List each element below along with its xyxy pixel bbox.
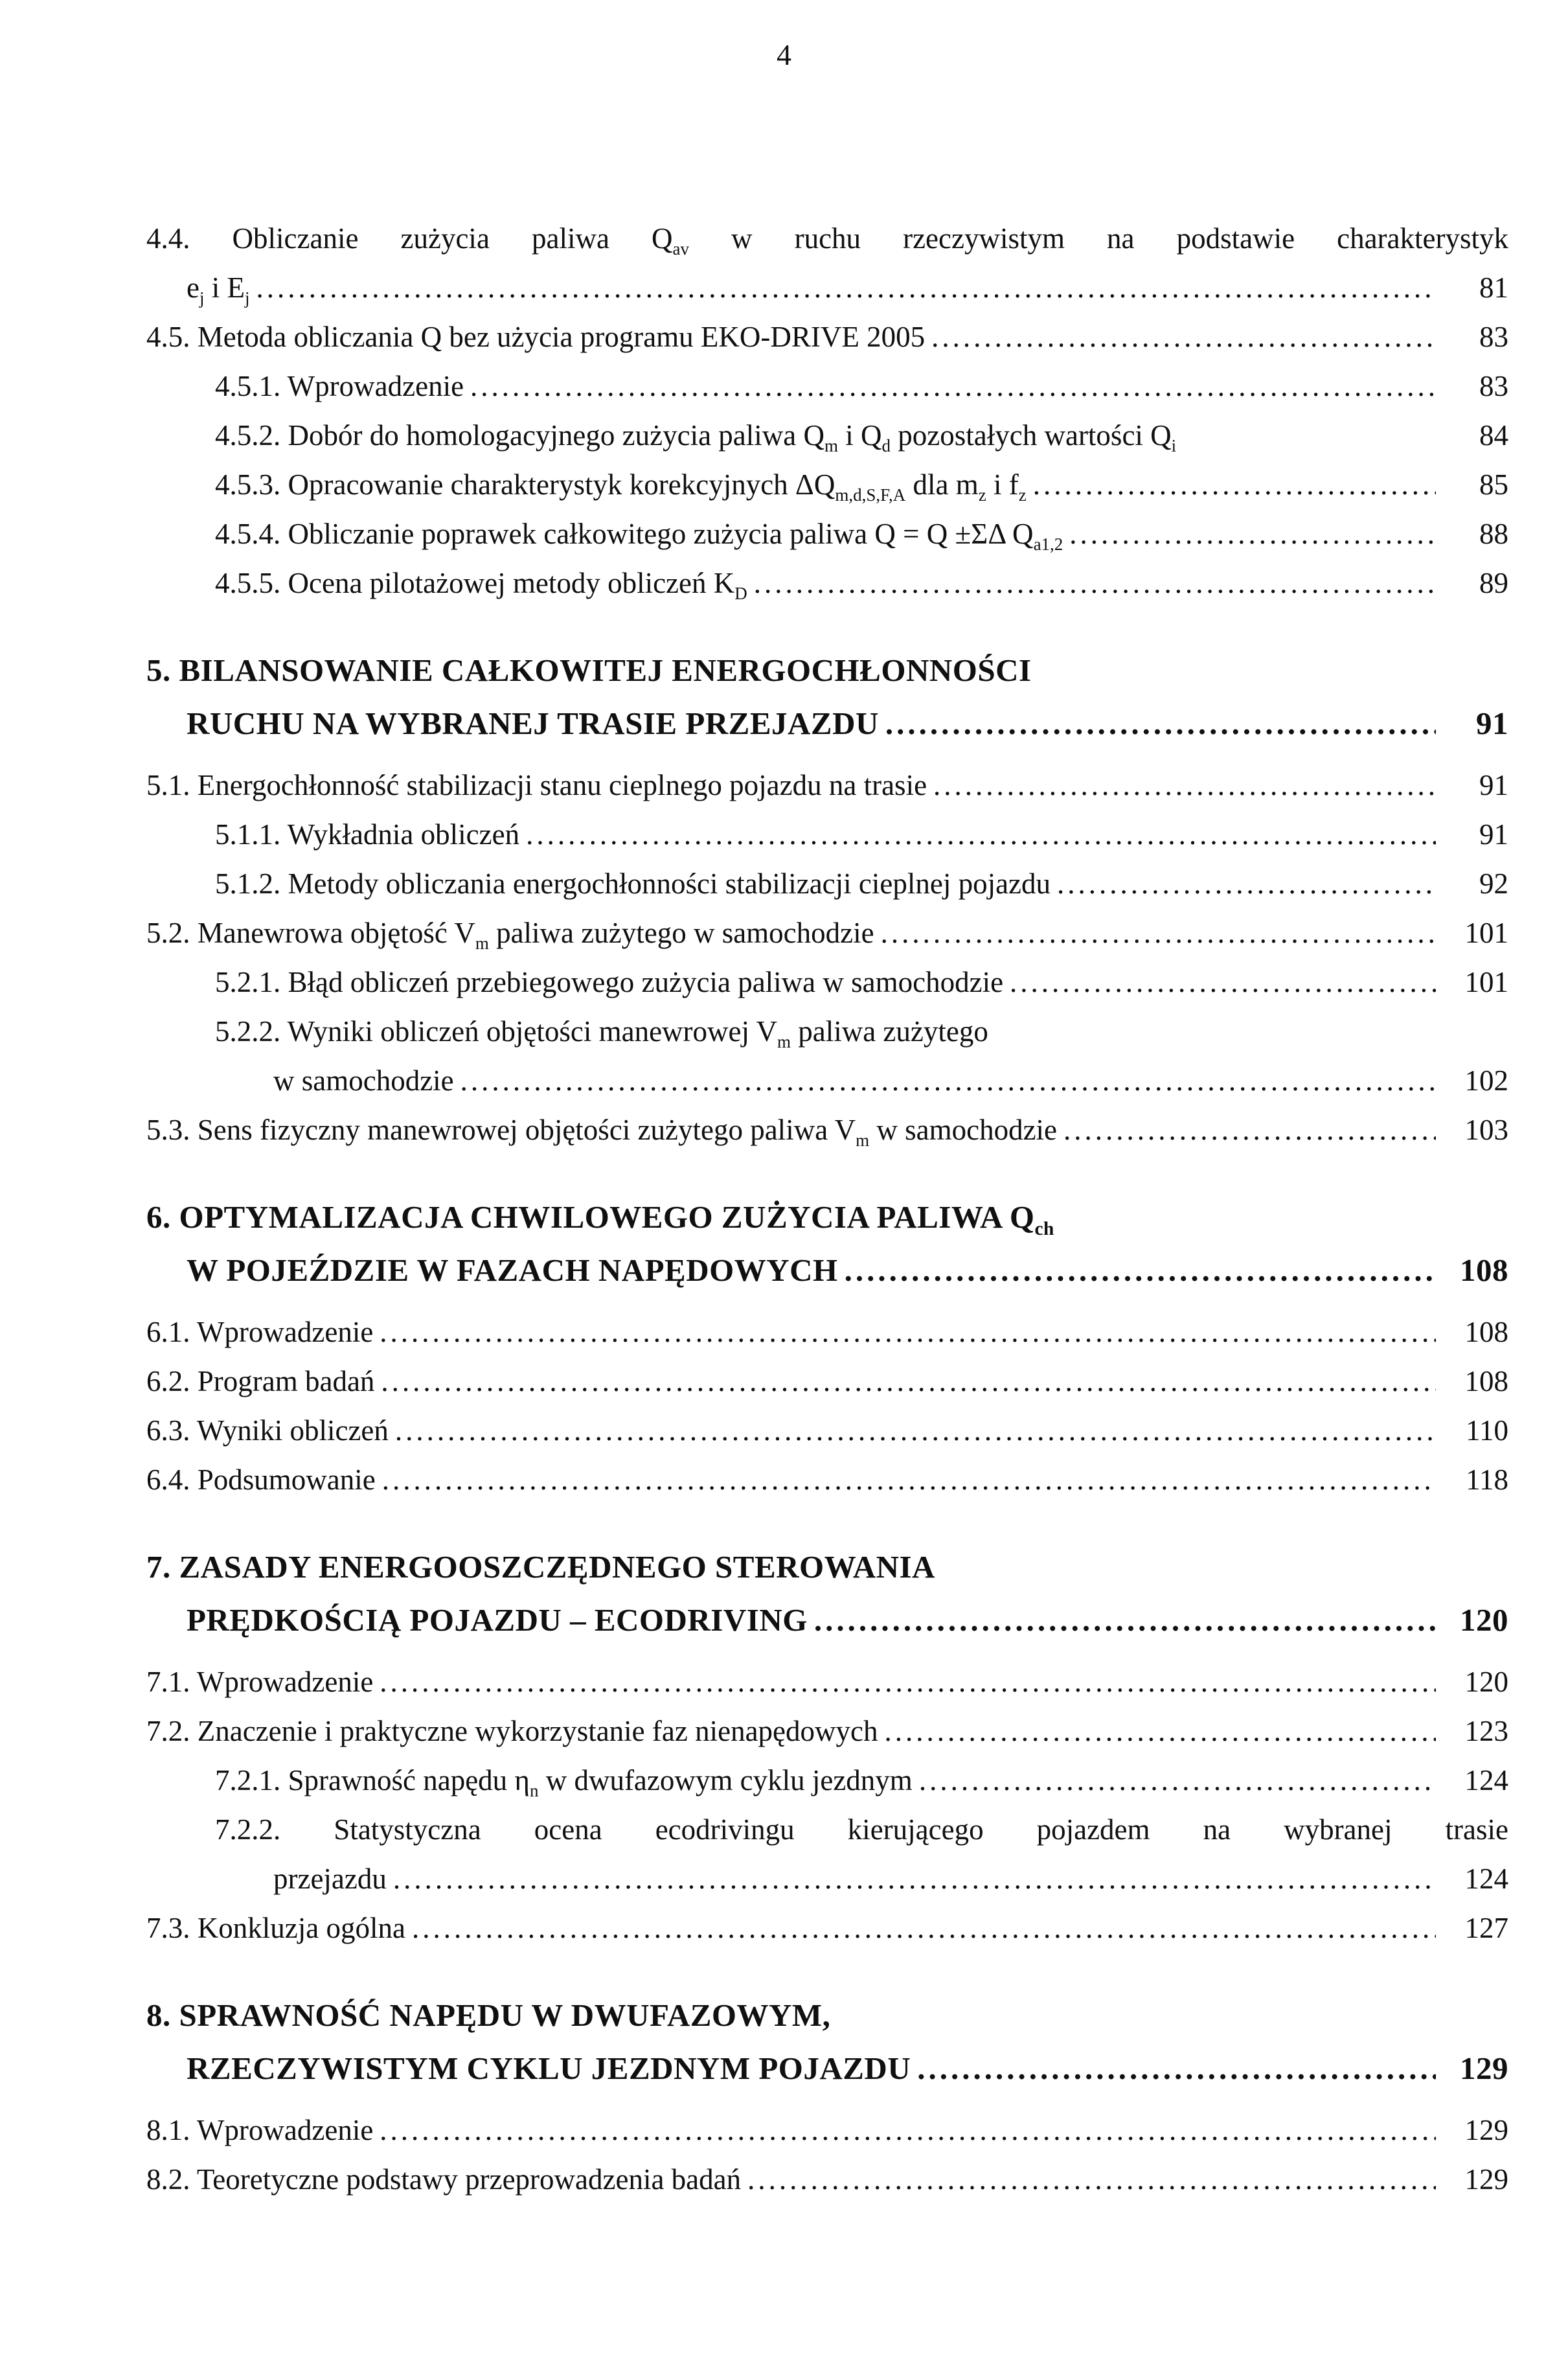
toc-entry-text: 6.3. Wyniki obliczeń: [146, 1414, 389, 1447]
dot-leader: [526, 810, 1436, 859]
toc-page-number: 129: [1460, 2050, 1508, 2086]
toc-chapter-heading-line: [146, 644, 1508, 697]
toc-page-number: 81: [1479, 271, 1508, 304]
toc-chapter-heading-line: [146, 1594, 1508, 1647]
dot-leader: [395, 1406, 1436, 1455]
toc-entry-line: [146, 1657, 1508, 1706]
subscript: z: [1018, 485, 1027, 505]
toc-entry-line: [146, 908, 1508, 958]
toc-entry-text: 5.2.1. Błąd obliczeń przebiegowego zużycia paliwa w samochodzie: [215, 966, 1004, 998]
toc-page-number: 108: [1464, 1365, 1508, 1397]
toc-page-number: 108: [1460, 1252, 1508, 1288]
toc-entry-line: [146, 263, 1508, 312]
toc-entry-text: 7.2.1. Sprawność napędu $\eta_n$ w dwufazowym cyklu jezdnym: [215, 1764, 913, 1800]
toc-entry-line: [146, 1307, 1508, 1357]
dot-leader: [931, 312, 1436, 361]
toc-page-number: 91: [1479, 769, 1508, 801]
toc-entry-line: [146, 1056, 1508, 1105]
toc-page-number: 120: [1460, 1602, 1508, 1638]
subscript: a1,2: [1033, 534, 1063, 554]
dot-leader: [381, 1357, 1436, 1406]
toc-entry-text: 5.2.2. Wyniki obliczeń objętości manewrowej $V_m$ paliwa zużytego: [215, 1015, 988, 1051]
toc-page-number: 123: [1464, 1715, 1508, 1747]
toc-page-number: 108: [1464, 1316, 1508, 1348]
toc-page-number: 120: [1464, 1666, 1508, 1698]
dot-leader: [1010, 958, 1436, 1007]
toc-page-number: 92: [1479, 867, 1508, 900]
toc-list: [146, 214, 1508, 2204]
toc-entry-line: [146, 2106, 1508, 2155]
dot-leader: [885, 697, 1436, 750]
toc-entry-line: [146, 361, 1508, 411]
toc-page-number: 91: [1479, 818, 1508, 851]
toc-entry-text: 4.5.1. Wprowadzenie: [215, 370, 464, 402]
subscript: av: [672, 239, 689, 258]
subscript: m: [856, 1130, 870, 1150]
dot-leader: [884, 1706, 1436, 1756]
dot-leader: [919, 1756, 1436, 1805]
toc-chapter-heading-line: [146, 2042, 1508, 2095]
toc-entry-line: [146, 312, 1508, 361]
dot-leader: [1069, 509, 1436, 558]
toc-chapter-heading-line: [146, 1191, 1508, 1244]
toc-page-number: 91: [1476, 706, 1508, 741]
toc-entry-line: [146, 558, 1508, 608]
toc-entry-text: 7.3. Konkluzja ogólna: [146, 1912, 405, 1944]
toc-entry-line: [146, 2155, 1508, 2204]
toc-entry-text: 7. ZASADY ENERGOOSZCZĘDNEGO STEROWANIA: [146, 1549, 935, 1585]
toc-page-number: 101: [1464, 966, 1508, 998]
toc-page-number: 110: [1466, 1414, 1508, 1447]
dot-leader: [1057, 859, 1436, 908]
dot-leader: [1033, 460, 1436, 509]
toc-entry-text: 4.5.3. Opracowanie charakterystyk korekcyjnych $\Delta Q_{m,d,S,F,A}$ dla $m_z$ i $f_z$: [215, 468, 1027, 505]
dot-leader: [382, 1455, 1436, 1504]
toc-entry-text: RZECZYWISTYM CYKLU JEZDNYM POJAZDU: [187, 2050, 911, 2086]
dot-leader: [380, 1657, 1436, 1706]
toc-entry-text: 5.1.1. Wykładnia obliczeń: [215, 818, 520, 851]
toc-entry-text: 6. OPTYMALIZACJA CHWILOWEGO ZUŻYCIA PALIWA $Q_{ch}$: [146, 1199, 1054, 1239]
dot-leader: [470, 361, 1436, 411]
subscript: j: [245, 288, 250, 308]
subscript: n: [529, 1781, 539, 1800]
subscript: j: [199, 288, 205, 308]
toc-entry-text: 7.2.2. Statystyczna ocena ecodrivingu kierującego pojazdem na wybranej trasie: [215, 1813, 1508, 1846]
toc-entry-text: 4.5.5. Ocena pilotażowej metody obliczeń $K_D$: [215, 567, 747, 603]
toc-entry-line: [146, 1805, 1508, 1854]
toc-entry-text: 4.5.4. Obliczanie poprawek całkowitego zużycia paliwa Q = Q ±ΣΔ $Q_{a1,2}$: [215, 518, 1063, 554]
toc-entry-text: 8.1. Wprowadzenie: [146, 2114, 374, 2146]
page-number: 4: [777, 38, 791, 71]
subscript: m,d,S,F,A: [835, 485, 906, 505]
toc-entry-line: [146, 460, 1508, 509]
toc-entry-text: 5.1.2. Metody obliczania energochłonności stabilizacji cieplnej pojazdu: [215, 867, 1051, 900]
toc-chapter-heading-line: [146, 697, 1508, 750]
toc-entry-line: [146, 1406, 1508, 1455]
dot-leader: [380, 1307, 1436, 1357]
toc-entry-text: 7.2. Znaczenie i praktyczne wykorzystanie faz nienapędowych: [146, 1715, 878, 1747]
toc-page-number: 84: [1479, 419, 1508, 452]
toc-entry-text: W POJEŹDZIE W FAZACH NAPĘDOWYCH: [187, 1252, 838, 1288]
toc-page-number: 118: [1466, 1463, 1508, 1496]
toc-page-number: 129: [1464, 2163, 1508, 2196]
dot-leader: [845, 1244, 1436, 1297]
toc-entry-text: RUCHU NA WYBRANEJ TRASIE PRZEJAZDU: [187, 706, 879, 741]
toc-page-number: 101: [1464, 917, 1508, 949]
toc-entry-line: [146, 1706, 1508, 1756]
dot-leader: [747, 2155, 1436, 2204]
toc-entry-line: [146, 1105, 1508, 1154]
toc-page-number: 88: [1479, 518, 1508, 550]
toc-entry-line: [146, 1357, 1508, 1406]
toc-entry-text: 6.1. Wprowadzenie: [146, 1316, 374, 1348]
toc-entry-text: 8. SPRAWNOŚĆ NAPĘDU W DWUFAZOWYM,: [146, 1997, 831, 2033]
toc-page-number: 89: [1479, 567, 1508, 599]
dot-leader: [917, 2042, 1436, 2095]
toc-entry-text: 5.2. Manewrowa objętość $V_m$ paliwa zużytego w samochodzie: [146, 917, 874, 953]
toc-entry-line: [146, 411, 1508, 460]
toc-page-number: 102: [1464, 1064, 1508, 1097]
dot-leader: [933, 761, 1436, 810]
toc-entry-text: 6.2. Program badań: [146, 1365, 375, 1397]
toc-entry-text: 4.5. Metoda obliczania Q bez użycia programu EKO-DRIVE 2005: [146, 321, 926, 353]
subscript: D: [734, 584, 747, 603]
dot-leader: [1063, 1105, 1436, 1154]
dot-leader: [380, 2106, 1436, 2155]
toc-entry-text: 7.1. Wprowadzenie: [146, 1666, 374, 1698]
dot-leader: [881, 908, 1436, 958]
toc-page-number: 85: [1479, 468, 1508, 501]
toc-page-number: 83: [1479, 370, 1508, 402]
toc-entry-text: 5. BILANSOWANIE CAŁKOWITEJ ENERGOCHŁONNOŚCI: [146, 652, 1032, 688]
toc-entry-text: 6.4. Podsumowanie: [146, 1463, 376, 1496]
subscript: d: [881, 436, 891, 455]
toc-entry-line: [146, 1854, 1508, 1903]
toc-chapter-heading-line: [146, 1541, 1508, 1594]
toc-page-number: 124: [1464, 1863, 1508, 1895]
subscript: m: [824, 436, 839, 455]
toc-entry-line: [146, 810, 1508, 859]
subscript: m: [475, 934, 489, 953]
toc-entry-line: [146, 1455, 1508, 1504]
toc-page-number: 83: [1479, 321, 1508, 353]
toc-entry-text: 4.5.2. Dobór do homologacyjnego zużycia paliwa $Q_m$ i $Q_d$ pozostałych wartości $Q_i$: [215, 419, 1177, 455]
dot-leader: [412, 1903, 1436, 1953]
subscript: z: [978, 485, 986, 505]
toc-entry-line: [146, 1756, 1508, 1805]
dot-leader: [256, 263, 1436, 312]
toc-entry-line: [146, 761, 1508, 810]
toc-entry-text: 4.4. Obliczanie zużycia paliwa $Q_{av}$ w ruchu rzeczywistym na podstawie charakterystyk: [146, 222, 1508, 258]
toc-entry-line: [146, 509, 1508, 558]
toc-entry-line: [146, 1903, 1508, 1953]
toc-entry-text: 5.1. Energochłonność stabilizacji stanu cieplnego pojazdu na trasie: [146, 769, 927, 801]
toc-page-number: 129: [1464, 2114, 1508, 2146]
toc-entry-text: w samochodzie: [273, 1064, 454, 1097]
dot-leader: [460, 1056, 1436, 1105]
toc-entry-text: 8.2. Teoretyczne podstawy przeprowadzenia badań: [146, 2163, 742, 2196]
subscript: i: [1171, 436, 1177, 455]
toc-entry-text: 5.3. Sens fizyczny manewrowej objętości zużytego paliwa $V_m$ w samochodzie: [146, 1114, 1058, 1150]
toc-entry-text: $e_j$ i $E_j$: [187, 271, 250, 308]
toc-entry-line: [146, 958, 1508, 1007]
toc-entry-line: [146, 859, 1508, 908]
toc-chapter-heading-line: [146, 1989, 1508, 2042]
toc-page-number: 103: [1464, 1114, 1508, 1146]
subscript: ch: [1034, 1218, 1054, 1239]
toc-entry-text: przejazdu: [273, 1863, 387, 1895]
toc-entry-line: [146, 1007, 1508, 1056]
toc-page-number: 124: [1464, 1764, 1508, 1796]
toc-chapter-heading-line: [146, 1244, 1508, 1297]
dot-leader: [814, 1594, 1436, 1647]
toc-entry-text: PRĘDKOŚCIĄ POJAZDU – ECODRIVING: [187, 1602, 808, 1638]
toc-page-number: 127: [1464, 1912, 1508, 1944]
dot-leader: [393, 1854, 1436, 1903]
dot-leader: [754, 558, 1436, 608]
subscript: m: [777, 1032, 791, 1051]
toc-entry-line: [146, 214, 1508, 263]
